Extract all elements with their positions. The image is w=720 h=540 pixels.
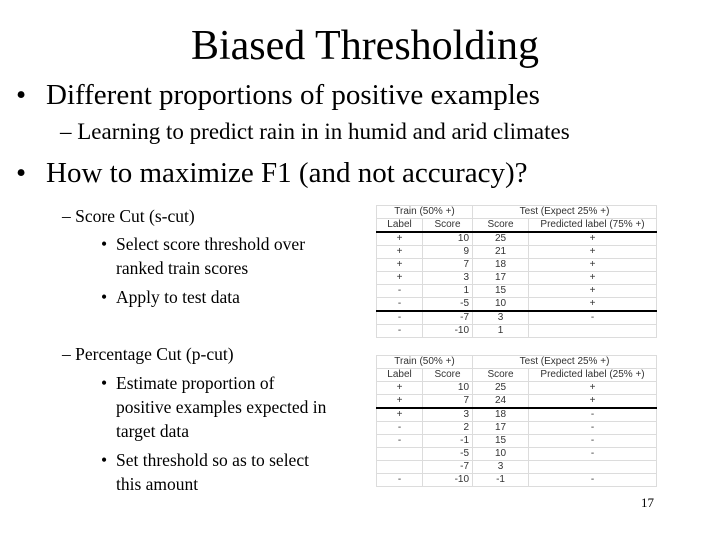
table-cell: - <box>377 285 423 298</box>
scut-table <box>376 205 657 338</box>
table-cell: -5 <box>423 298 473 312</box>
table-cell: + <box>377 246 423 259</box>
table-cell: 24 <box>473 395 529 409</box>
scut-group-train: Train (50% +) <box>377 206 473 219</box>
table-row <box>377 422 657 435</box>
pcut-heading: – Percentage Cut (p-cut) <box>62 344 234 364</box>
table-cell: -10 <box>423 474 473 487</box>
table-cell: 18 <box>473 259 529 272</box>
table-cell: - <box>529 474 657 487</box>
table-cell: + <box>529 395 657 409</box>
table-cell: -1 <box>423 435 473 448</box>
pcut-item-threshold-line1: Set threshold so as to select <box>116 450 309 470</box>
bullet-proportions <box>16 76 540 114</box>
table-row <box>377 311 657 325</box>
table-cell: + <box>529 232 657 246</box>
table-cell: 1 <box>473 325 529 338</box>
table-row <box>377 325 657 338</box>
table-cell: - <box>377 435 423 448</box>
table-cell: + <box>529 272 657 285</box>
pcut-header: Score <box>473 369 529 382</box>
pcut-item-estimate-line3: target data <box>116 421 190 441</box>
table-cell: 25 <box>473 232 529 246</box>
pcut-table-header-row <box>377 369 657 382</box>
table-row <box>377 285 657 298</box>
table-cell: 17 <box>473 272 529 285</box>
scut-table-header-row <box>377 219 657 233</box>
pcut-group-test: Test (Expect 25% +) <box>473 356 657 369</box>
table-cell: 25 <box>473 382 529 395</box>
bullet-dot: • <box>101 450 108 470</box>
table-cell: 10 <box>473 298 529 312</box>
pcut-header: Label <box>377 369 423 382</box>
table-cell: 17 <box>473 422 529 435</box>
table-cell: 10 <box>473 448 529 461</box>
table-row <box>377 246 657 259</box>
table-cell: + <box>377 382 423 395</box>
table-cell <box>377 448 423 461</box>
table-cell <box>529 325 657 338</box>
page-number: 17 <box>641 495 654 510</box>
scut-table-group-row <box>377 206 657 219</box>
pcut-item-threshold <box>101 448 309 472</box>
pcut-table-group-row <box>377 356 657 369</box>
bullet-proportions-text: Different proportions of positive examples <box>46 79 540 111</box>
table-cell: 7 <box>423 259 473 272</box>
table-cell: 3 <box>473 461 529 474</box>
table-cell: - <box>377 298 423 312</box>
table-cell: -1 <box>473 474 529 487</box>
table-cell: + <box>377 272 423 285</box>
table-row <box>377 435 657 448</box>
pcut-item-estimate <box>101 371 274 395</box>
table-cell: + <box>529 382 657 395</box>
slide-title: Biased Thresholding <box>190 23 540 69</box>
table-cell: 21 <box>473 246 529 259</box>
table-cell: - <box>529 408 657 422</box>
scut-item-apply <box>101 285 240 309</box>
table-cell: - <box>377 325 423 338</box>
table-cell: 1 <box>423 285 473 298</box>
table-cell: 15 <box>473 435 529 448</box>
table-cell: + <box>377 232 423 246</box>
bullet-dot: • <box>101 234 108 254</box>
table-cell: -10 <box>423 325 473 338</box>
table-cell: 3 <box>423 272 473 285</box>
scut-header: Label <box>377 219 423 233</box>
table-cell: 9 <box>423 246 473 259</box>
table-cell: + <box>529 246 657 259</box>
table-cell: 18 <box>473 408 529 422</box>
table-cell: 10 <box>423 382 473 395</box>
bullet-dot: • <box>16 157 27 189</box>
table-row <box>377 272 657 285</box>
table-row <box>377 298 657 312</box>
scut-header: Score <box>473 219 529 233</box>
pcut-group-train: Train (50% +) <box>377 356 473 369</box>
table-row <box>377 259 657 272</box>
scut-item-select <box>101 232 305 256</box>
table-cell: - <box>529 311 657 325</box>
table-cell: 15 <box>473 285 529 298</box>
pcut-table <box>376 355 657 487</box>
pcut-item-estimate-line1: Estimate proportion of <box>116 373 275 393</box>
scut-item-select-line1: Select score threshold over <box>116 234 306 254</box>
table-cell <box>529 461 657 474</box>
table-cell <box>377 461 423 474</box>
table-cell: -5 <box>423 448 473 461</box>
scut-header: Score <box>423 219 473 233</box>
table-cell: - <box>529 422 657 435</box>
table-cell: - <box>377 422 423 435</box>
table-row <box>377 408 657 422</box>
table-cell: - <box>529 435 657 448</box>
table-cell: 7 <box>423 395 473 409</box>
bullet-maximize-f1 <box>16 154 528 192</box>
table-row <box>377 395 657 409</box>
table-cell: - <box>529 448 657 461</box>
table-cell: + <box>377 259 423 272</box>
bullet-dot: • <box>16 79 27 111</box>
table-cell: -7 <box>423 311 473 325</box>
pcut-header: Score <box>423 369 473 382</box>
table-row <box>377 382 657 395</box>
table-cell: - <box>377 311 423 325</box>
table-row <box>377 461 657 474</box>
pcut-header: Predicted label (25% +) <box>529 369 657 382</box>
table-row <box>377 474 657 487</box>
table-row <box>377 448 657 461</box>
table-cell: -7 <box>423 461 473 474</box>
table-cell: + <box>377 408 423 422</box>
table-cell: 3 <box>473 311 529 325</box>
pcut-item-threshold-line2: this amount <box>116 474 199 494</box>
table-cell: + <box>529 285 657 298</box>
table-cell: + <box>377 395 423 409</box>
scut-header: Predicted label (75% +) <box>529 219 657 233</box>
table-row <box>377 232 657 246</box>
scut-item-select-line2: ranked train scores <box>116 258 249 278</box>
table-cell: 2 <box>423 422 473 435</box>
sub-bullet-rain: – Learning to predict rain in in humid and arid climates <box>60 119 570 144</box>
scut-heading: – Score Cut (s-cut) <box>62 206 195 226</box>
table-cell: 10 <box>423 232 473 246</box>
table-cell: + <box>529 298 657 312</box>
scut-group-test: Test (Expect 25% +) <box>473 206 657 219</box>
table-cell: + <box>529 259 657 272</box>
bullet-dot: • <box>101 373 108 393</box>
scut-item-apply-text: Apply to test data <box>116 287 240 307</box>
bullet-maximize-f1-text: How to maximize F1 (and not accuracy)? <box>46 157 528 189</box>
pcut-item-estimate-line2: positive examples expected in <box>116 397 327 417</box>
bullet-dot: • <box>101 287 108 307</box>
table-cell: - <box>377 474 423 487</box>
table-cell: 3 <box>423 408 473 422</box>
